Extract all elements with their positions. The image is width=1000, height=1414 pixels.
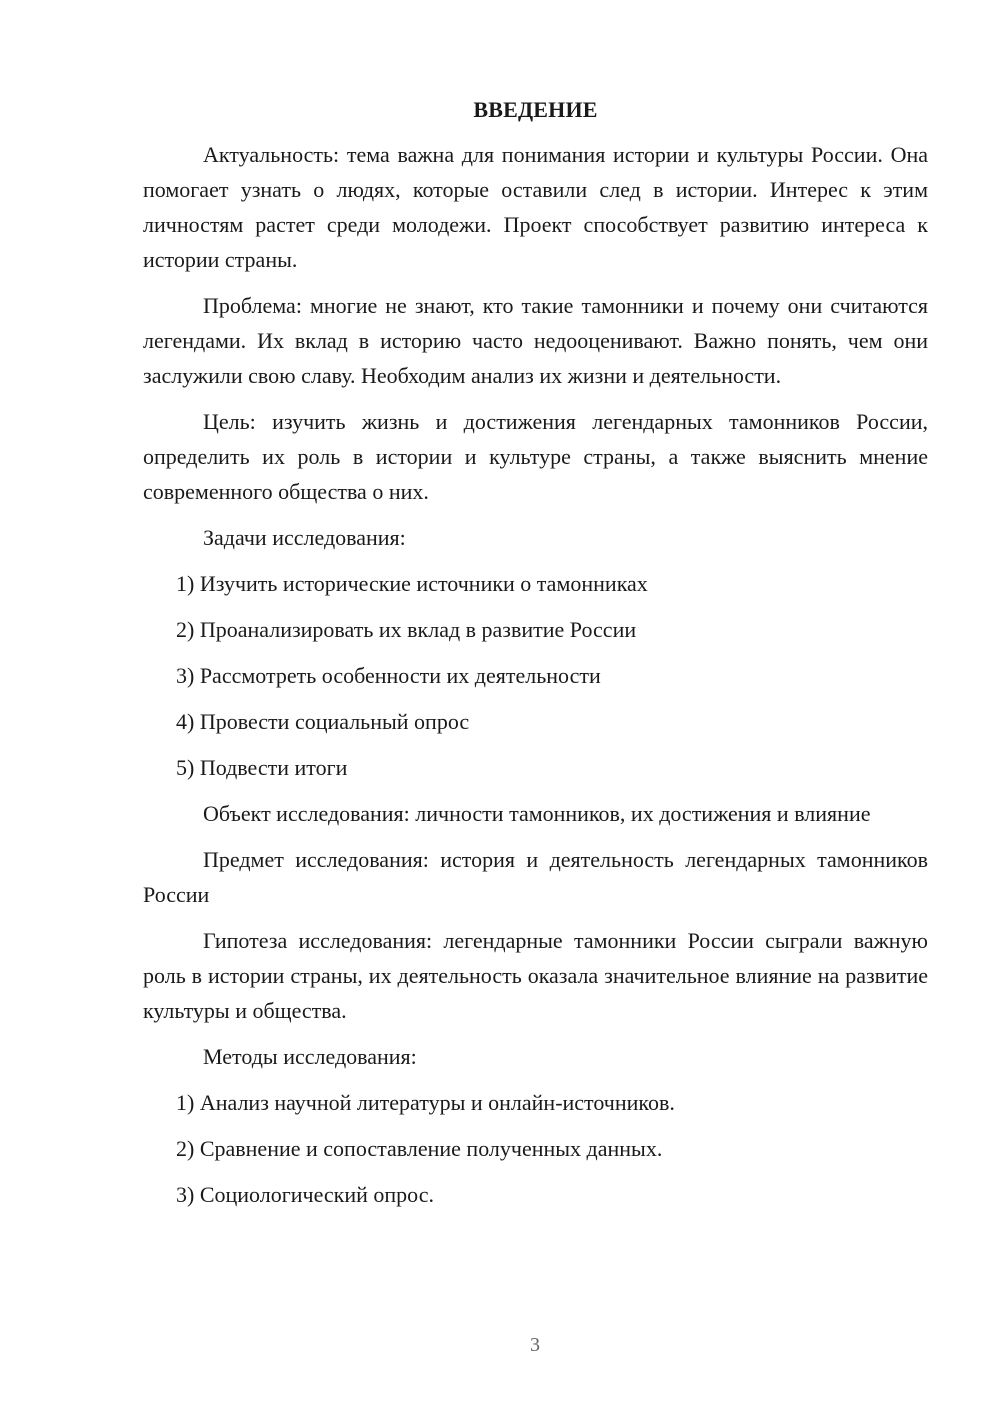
object-paragraph: Объект исследования: личности тамонников, их достижения и влияние <box>203 801 871 826</box>
goal-paragraph: Цель: изучить жизнь и достижения легендарных тамонников России, определить их роль в истории и культуре страны, а также выяснить мнение современного общества о них. <box>143 409 928 504</box>
hypothesis-paragraph: Гипотеза исследования: легендарные тамонники России сыграли важную роль в истории страны, их деятельность оказала значительное влияние на развитие культуры и общества. <box>143 928 928 1023</box>
relevance-paragraph: Актуальность: тема важна для понимания истории и культуры России. Она помогает узнать о людях, которые оставили след в истории. Интерес к этим личностям растет среди молодежи. Проект способствует развитию интереса к истории страны. <box>143 142 928 272</box>
section-title: ВВЕДЕНИЕ <box>473 97 598 122</box>
page-number: 3 <box>530 1334 540 1356</box>
tasks-heading: Задачи исследования: <box>203 525 406 550</box>
task-item: 5) Подвести итоги <box>176 755 348 780</box>
methods-heading: Методы исследования: <box>203 1044 417 1069</box>
page-content <box>143 96 928 1223</box>
tasks-list <box>143 566 928 785</box>
task-item: 3) Рассмотреть особенности их деятельности <box>176 663 601 688</box>
task-item: 1) Изучить исторические источники о тамонниках <box>176 571 648 596</box>
method-item: 2) Сравнение и сопоставление полученных данных. <box>176 1136 663 1161</box>
methods-list <box>143 1085 928 1212</box>
method-item: 3) Социологический опрос. <box>176 1182 434 1207</box>
method-item: 1) Анализ научной литературы и онлайн-источников. <box>176 1090 675 1115</box>
problem-paragraph: Проблема: многие не знают, кто такие тамонники и почему они считаются легендами. Их вклад в историю часто недооценивают. Важно понять, чем они заслужили свою славу. Необходим анализ их жизни и деятельности. <box>143 293 928 388</box>
task-item: 4) Провести социальный опрос <box>176 709 470 734</box>
task-item: 2) Проанализировать их вклад в развитие России <box>176 617 637 642</box>
subject-paragraph: Предмет исследования: история и деятельность легендарных тамонников России <box>143 847 928 907</box>
